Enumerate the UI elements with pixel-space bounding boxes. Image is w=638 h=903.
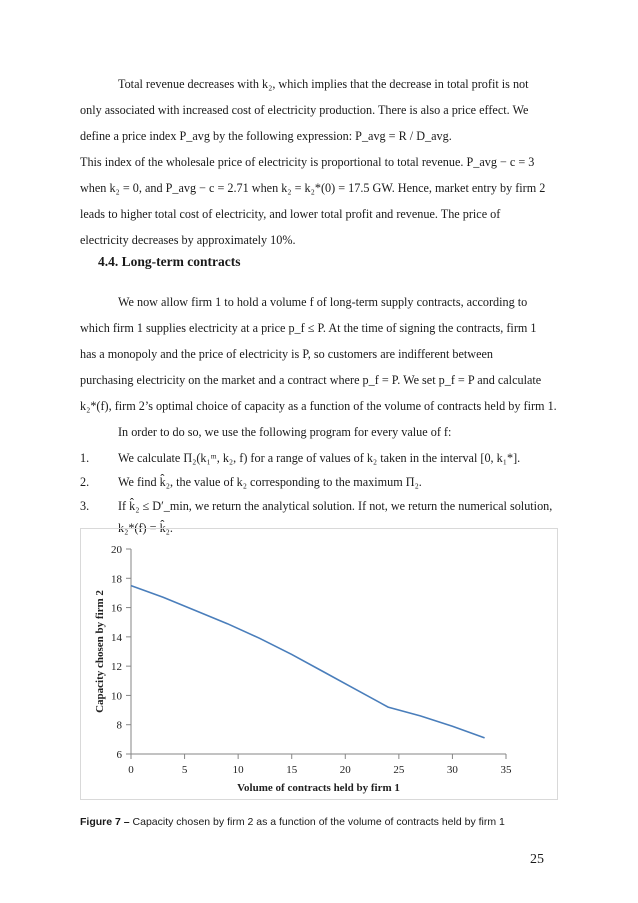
para2-line1: We now allow firm 1 to hold a volume f of long-term supply contracts, according to: [118, 295, 528, 309]
para1-line2: only associated with increased cost of electricity production. There is also a price effect. We: [80, 103, 529, 117]
y-tick-label: 10: [111, 690, 122, 703]
y-tick-label: 16: [111, 602, 122, 615]
para1-line4: This index of the wholesale price of electricity is proportional to total revenue. P_avg − c = 3: [80, 155, 535, 169]
line-chart: [81, 529, 557, 799]
x-tick-label: 30: [446, 764, 458, 776]
x-tick-label: 5: [181, 764, 188, 776]
list-item-2: [80, 472, 560, 492]
para2-line3: has a monopoly and the price of electricity is P, so customers are indifferent between: [80, 347, 494, 361]
list-text: If k̂₂ ≤ D′_min, we return the analytical solution. If not, we return the numerical solution,: [118, 499, 553, 513]
x-tick-label: 10: [232, 764, 244, 776]
list-num: 2.: [80, 475, 90, 489]
x-tick-label: 25: [393, 764, 405, 776]
para2-line2: which firm 1 supplies electricity at a price p_f ≤ P. At the time of signing the contracts, firm 1: [80, 321, 537, 335]
y-axis-label: Capacity chosen by firm 2: [94, 590, 106, 713]
y-tick-label: 20: [111, 544, 122, 556]
list-item-1: [80, 448, 560, 468]
list-item-3-cont: k₂*(f) = k̂₂.: [118, 521, 173, 535]
para1-line7: electricity decreases by approximately 10%.: [80, 233, 296, 247]
y-tick-label: 8: [116, 719, 122, 732]
chart-frame: [80, 528, 558, 800]
y-tick-label: 12: [111, 661, 122, 674]
x-tick-label: 35: [500, 764, 512, 776]
para1-line6: leads to higher total cost of electricity, and lower total profit and revenue. The price of: [80, 207, 501, 221]
para2-line5: k₂*(f), firm 2’s optimal choice of capacity as a function of the volume of contracts held by firm 1.: [80, 399, 557, 413]
list-text: We calculate Π₂(k₁ᵐ, k₂, f) for a range of values of k₂ taken in the interval [0, k₁*].: [118, 451, 521, 465]
section-heading: 4.4. Long-term contracts: [98, 254, 241, 269]
para1-line3: define a price index P_avg by the following expression: P_avg = R / D_avg.: [80, 129, 452, 143]
x-axis-label: Volume of contracts held by firm 1: [237, 782, 400, 794]
y-tick-label: 18: [111, 573, 122, 586]
page-number: 25: [530, 852, 544, 867]
list-item-3: [80, 496, 560, 516]
x-tick-label: 20: [339, 764, 351, 776]
list-text: We find k̂₂, the value of k₂ corresponding to the maximum Π₂.: [118, 475, 422, 489]
list-num: 3.: [80, 499, 90, 513]
figure-caption-text: Capacity chosen by firm 2 as a function of the volume of contracts held by firm 1: [132, 816, 505, 828]
list-num: 1.: [80, 451, 90, 465]
para1-line1: Total revenue decreases with k₂, which implies that the decrease in total profit is not: [118, 77, 529, 91]
x-tick-label: 0: [128, 764, 134, 776]
para1-line5: when k₂ = 0, and P_avg − c = 2.71 when k₂ = k₂*(0) = 17.5 GW. Hence, market entry by firm 2: [80, 181, 546, 195]
figure-caption: [80, 816, 505, 828]
para2-line6: In order to do so, we use the following program for every value of f:: [118, 425, 452, 439]
para2-line4: purchasing electricity on the market and a contract where p_f = P. We set p_f = P and calculate: [80, 373, 542, 387]
y-tick-label: 6: [116, 749, 122, 761]
figure-caption-label: Figure 7 –: [80, 816, 133, 828]
series-line: [131, 586, 485, 738]
x-tick-label: 15: [286, 764, 298, 776]
y-tick-label: 14: [111, 631, 122, 644]
